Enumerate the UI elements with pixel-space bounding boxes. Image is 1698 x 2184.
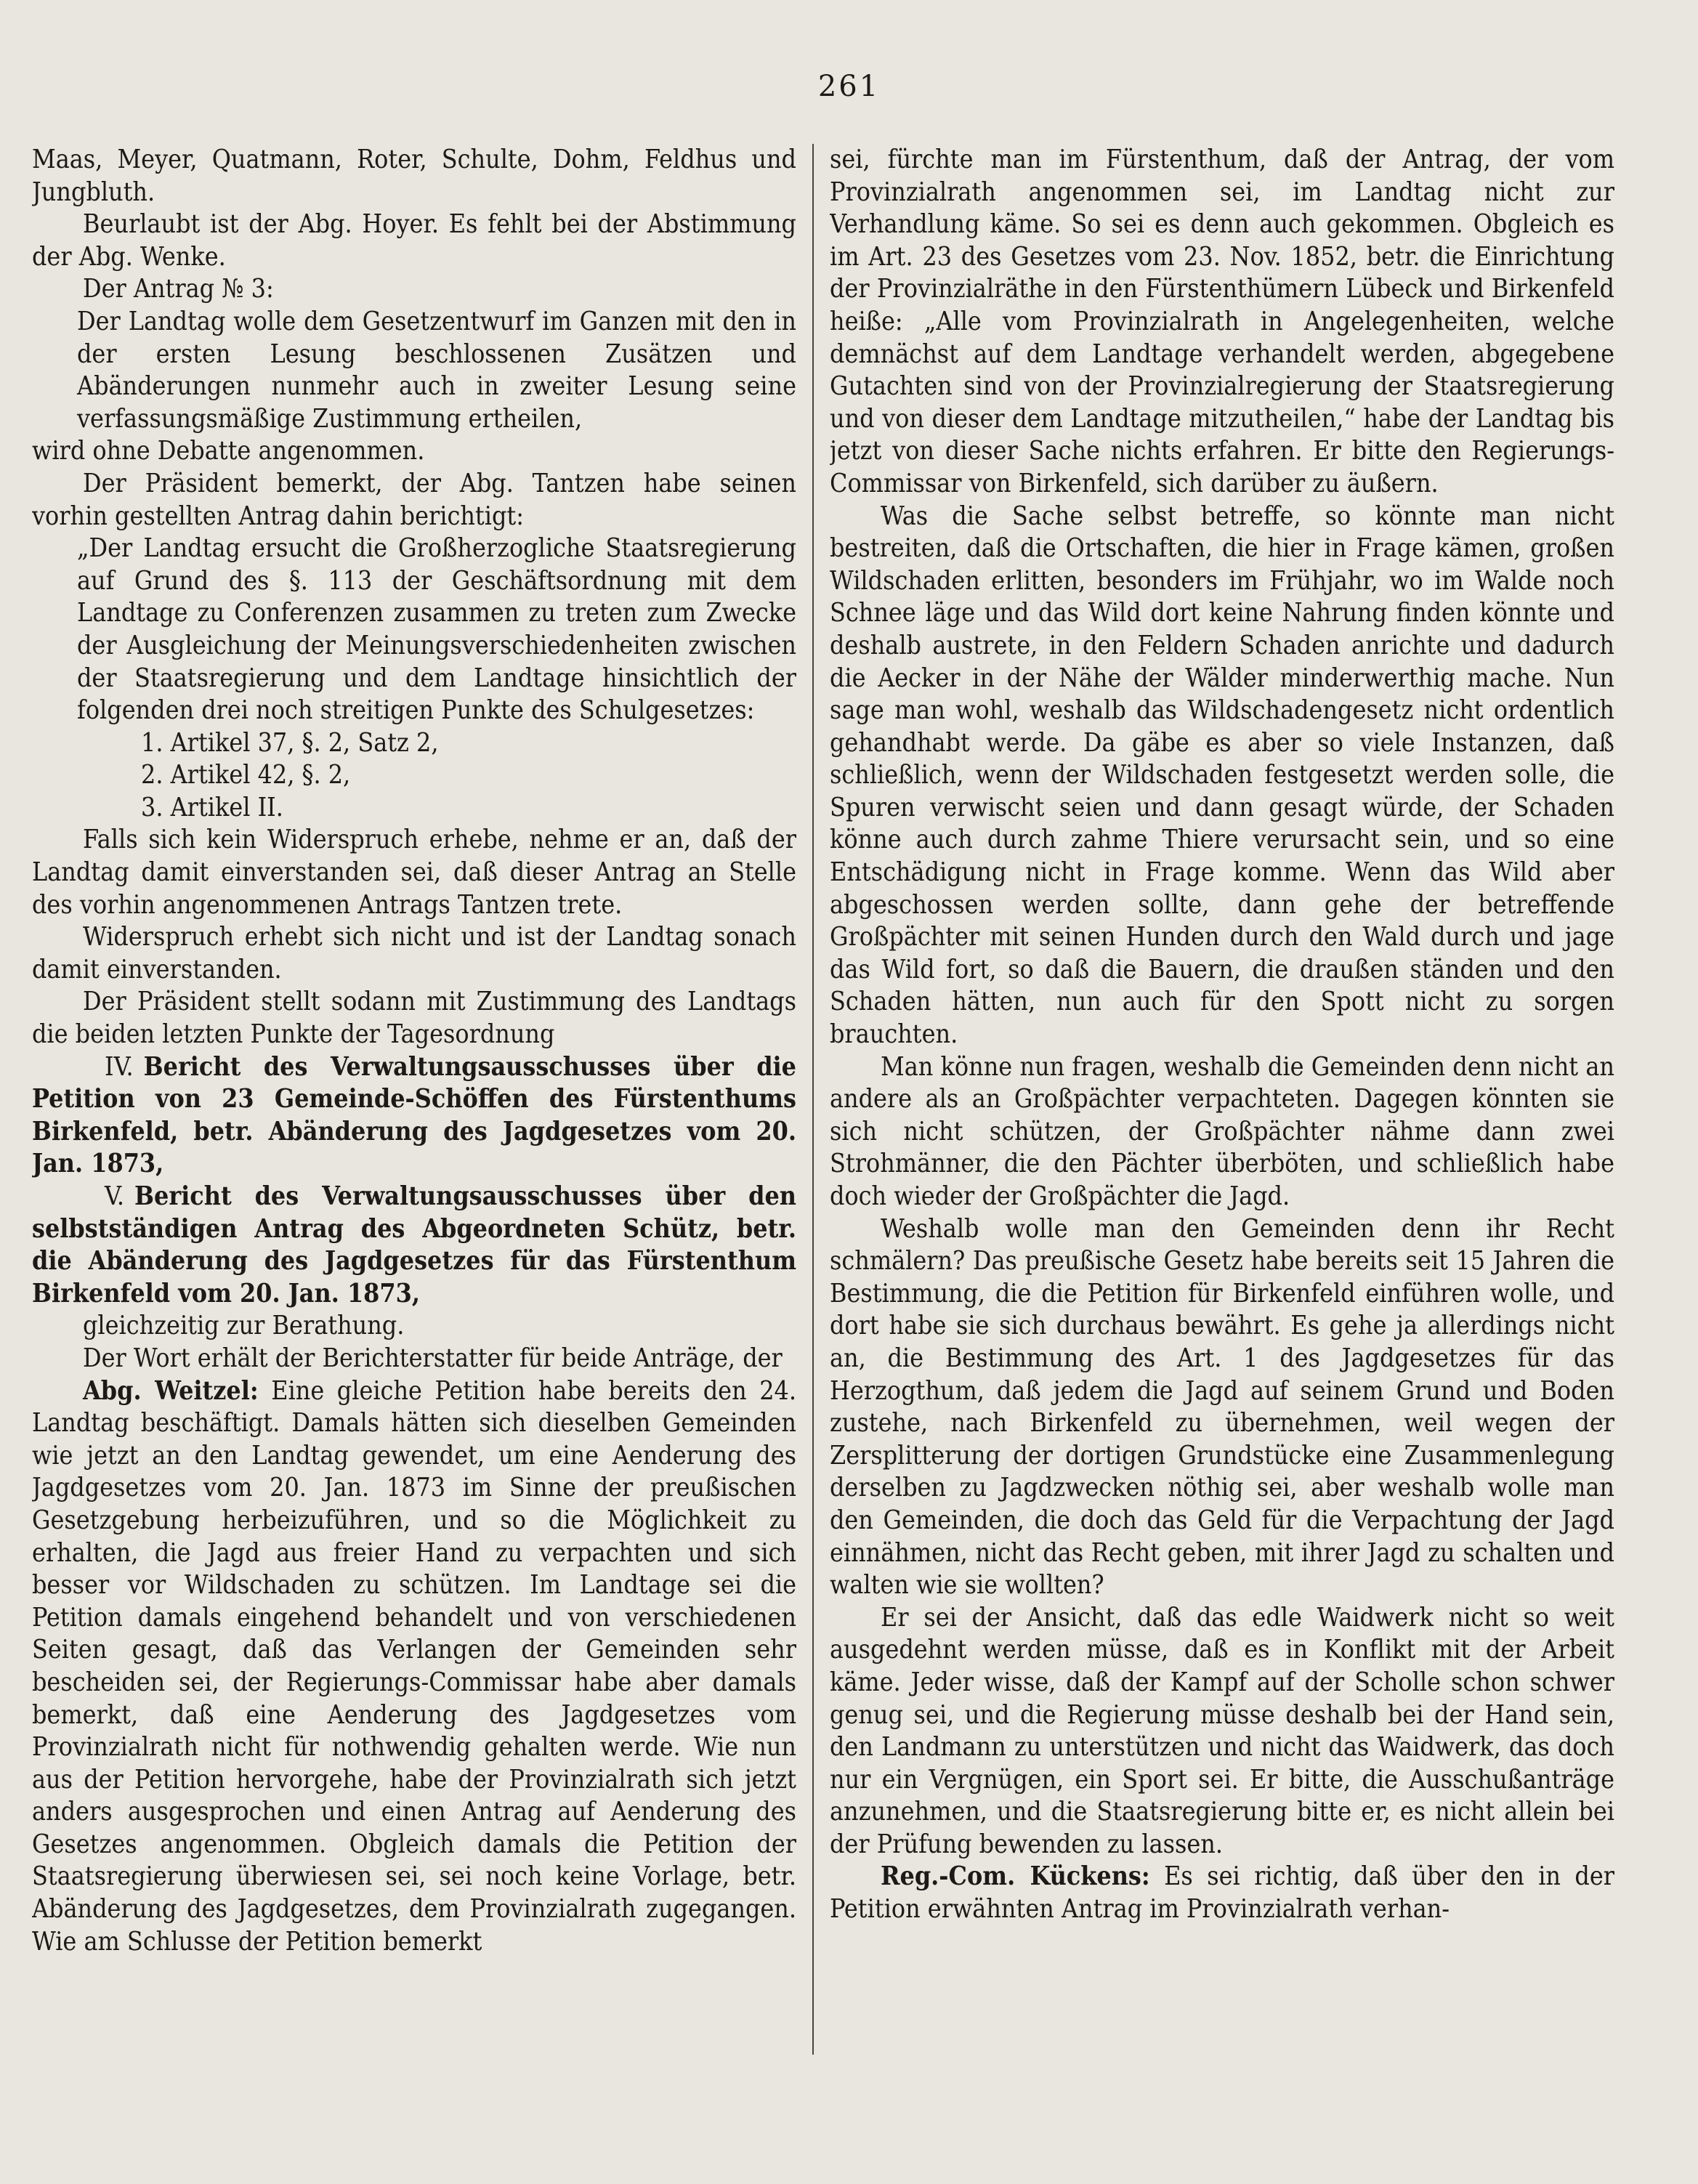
paragraph: Falls sich kein Widerspruch erhebe, nehme er an, daß der Landtag damit einverstanden sei, daß dieser Antrag an Stelle des vorhin angenommenen Antrags Tantzen trete. (32, 825, 796, 920)
paragraph: Der Antrag № 3: (83, 274, 274, 304)
paragraph: Was die Sache selbst betreffe, so könnte man nicht bestreiten, daß die Ortschaften, die hier in Frage kämen, großen Wildschaden erlitten, besonders im Frühjahr, wo im Walde noch Schnee läge und das Wild dort keine Nahrung finden könnte und deshalb austrete, in den Feldern Schaden anrichte und dadurch die Aecker in der Nähe der Wälder minderwerthig mache. Nun sage man wohl, weshalb das Wildschadengesetz nicht ordentlich gehandhabt werde. Da gäbe es aber so viele Instanzen, daß schließlich, wenn der Wildschaden festgesetzt werden solle, die Spuren verwischt seien und dann gesagt würde, der Schaden könne auch durch zahme Thiere verursacht sein, und so eine Entschädigung nicht in Frage komme. Wenn das Wild aber abgeschossen werden sollte, dann gehe der betreffende Großpächter mit seinen Hunden durch den Wald durch und jage das Wild fort, so daß die Bauern, die draußen ständen und den Schaden hätten, nun auch für den Spott nicht zu sorgen brauchten. (830, 501, 1614, 1050)
paragraph: Maas, Meyer, Quatmann, Roter, Schulte, Dohm, Feldhus und Jungbluth. (32, 145, 796, 207)
paragraph: sei, fürchte man im Fürstenthum, daß der Antrag, der vom Provinzialrath angenommen sei, im Landtag nicht zur Verhandlung käme. So sei es denn auch gekommen. Obgleich es im Art. 23 des Gesetzes vom 23. Nov. 1852, betr. die Einrichtung der Provinzialräthe in den Fürstenthümern Lübeck und Birkenfeld heiße: „Alle vom Provinzialrath in Angelegenheiten, welche demnächst auf dem Landtage verhandelt werden, abgegebene Gutachten sind von der Provinzialregierung der Staatsregierung und von dieser dem Landtage mitzutheilen,“ habe der Landtag bis jetzt von dieser Sache nichts erfahren. Er bitte den Regierungs-Commissar von Birkenfeld, sich darüber zu äußern. (830, 145, 1614, 498)
agenda-item (32, 1051, 796, 1181)
agenda-item (32, 1181, 796, 1310)
paragraph: Er sei der Ansicht, daß das edle Waidwerk nicht so weit ausgedehnt werden müsse, daß es in Konflikt mit der Arbeit käme. Jeder wisse, daß der Kampf auf der Scholle schon schwer genug sei, und die Regierung müsse deshalb bei der Hand sein, den Landmann zu unterstützen und nicht das Waidwerk, das doch nur ein Vergnügen, ein Sport sei. Er bitte, die Ausschußanträge anzunehmen, und die Staatsregierung bitte er, es nicht allein bei der Prüfung bewenden zu lassen. (830, 1602, 1614, 1859)
list-item: 1. Artikel 37, §. 2, Satz 2, (141, 727, 439, 758)
paragraph: Man könne nun fragen, weshalb die Gemeinden denn nicht an andere als an Großpächter verpachteten. Dagegen könnten sie sich nicht schützen, der Großpächter nähme dann zwei Strohmänner, die den Pächter überböten, und schließlich habe doch wieder der Großpächter die Jagd. (830, 1051, 1614, 1211)
agenda-number: V. (105, 1181, 125, 1211)
paragraph: Der Präsident bemerkt, der Abg. Tantzen habe seinen vorhin gestellten Antrag dahin berichtigt: (32, 468, 796, 531)
paragraph: Der Wort erhält der Berichterstatter für beide Anträge, der (83, 1343, 783, 1373)
left-column (32, 144, 796, 2149)
list-item: 3. Artikel II. (141, 792, 283, 822)
speech-paragraph (830, 1861, 1614, 1925)
speaker-name: Reg.-Com. Kückens: (881, 1861, 1150, 1892)
quoted-motion: „Der Landtag ersucht die Großherzogliche Staatsregierung auf Grund des §. 113 der Geschäftsordnung mit dem Landtage zu Conferenzen zusammen zu treten zum Zwecke der Ausgleichung der Meinungsverschiedenheiten zwischen der Staatsregierung und dem Landtage hinsichtlich der folgenden drei noch streitigen Punkte des Schulgesetzes: (77, 533, 796, 726)
quoted-motion: Der Landtag wolle dem Gesetzentwurf im Ganzen mit den in der ersten Lesung beschlossenen Zusätzen und Abänderungen nunmehr auch in zweiter Lesung seine verfassungsmäßige Zustimmung ertheilen, (77, 306, 796, 434)
speech-text: Es sei richtig, daß über den in der Petition erwähnten Antrag im Provinzialrath verhan- (830, 1861, 1614, 1925)
paragraph: Der Präsident stellt sodann mit Zustimmung des Landtags die beiden letzten Punkte der Tagesordnung (32, 987, 796, 1050)
speaker-name: Abg. Weitzel: (83, 1375, 259, 1406)
agenda-number: IV. (105, 1051, 134, 1082)
paragraph: wird ohne Debatte angenommen. (32, 436, 425, 466)
paragraph: Widerspruch erhebt sich nicht und ist der Landtag sonach damit einverstanden. (32, 922, 796, 984)
paragraph: Weshalb wolle man den Gemeinden denn ihr Recht schmälern? Das preußische Gesetz habe bereits seit 15 Jahren die Bestimmung, die die Petition für Birkenfeld einführen wolle, und dort habe sie sich durchaus bewährt. Es gehe ja allerdings nicht an, die Bestimmung des Art. 1 des Jagdgesetzes für das Herzogthum, daß jedem die Jagd auf seinem Grund und Boden zustehe, nach Birkenfeld zu übernehmen, weil wegen der Zersplitterung der dortigen Grundstücke eine Zusammenlegung derselben zu Jagdzwecken nöthig sei, aber weshalb wolle man den Gemeinden, die doch das Geld für die Verpachtung der Jagd einnähmen, nicht das Recht geben, mit ihrer Jagd zu schalten und walten wie sie wollten? (830, 1213, 1614, 1601)
speech-text: Eine gleiche Petition habe bereits den 24. Landtag beschäftigt. Damals hätten sich dieselben Gemeinden wie jetzt an den Landtag gewendet, um eine Aenderung des Jagdgesetzes vom 20. Jan. 1873 im Sinne der preußischen Gesetzgebung herbeizuführen, und so die Möglichkeit zu erhalten, die Jagd aus freier Hand zu verpachten und sich besser vor Wildschaden zu schützen. Im Landtage sei die Petition damals eingehend behandelt und von verschiedenen Seiten gesagt, daß das Verlangen der Gemeinden sehr bescheiden sei, der Regierungs-Commissar habe aber damals bemerkt, daß eine Aenderung des Jagdgesetzes vom Provinzialrath nicht für nothwendig gehalten werde. Wie nun aus der Petition hervorgehe, habe der Provinzialrath sich jetzt anders ausgesprochen und einen Antrag auf Aenderung des Gesetzes angenommen. Obgleich damals die Petition der Staatsregierung überwiesen sei, sei noch keine Vorlage, betr. Abänderung des Jagdgesetzes, dem Provinzialrath zugegangen. Wie am Schlusse der Petition bemerkt (32, 1375, 796, 1957)
list-item: 2. Artikel 42, §. 2, (141, 760, 351, 790)
column-divider (812, 144, 814, 2055)
right-column (830, 144, 1614, 2149)
paragraph: Beurlaubt ist der Abg. Hoyer. Es fehlt bei der Abstimmung der Abg. Wenke. (32, 209, 796, 272)
page-number: 261 (817, 70, 881, 103)
agenda-title: Bericht des Verwaltungsausschusses über den selbstständigen Antrag des Abgeordneten Schütz, betr. die Abänderung des Jagdgesetzes für das Fürstenthum Birkenfeld vom 20. Jan. 1873, (32, 1181, 796, 1309)
paragraph: gleichzeitig zur Berathung. (83, 1311, 405, 1341)
speech-paragraph (32, 1375, 796, 1959)
agenda-title: Bericht des Verwaltungsausschusses über die Petition von 23 Gemeinde-Schöffen des Fürstenthums Birkenfeld, betr. Abänderung des Jagdgesetzes vom 20. Jan. 1873, (32, 1051, 796, 1179)
